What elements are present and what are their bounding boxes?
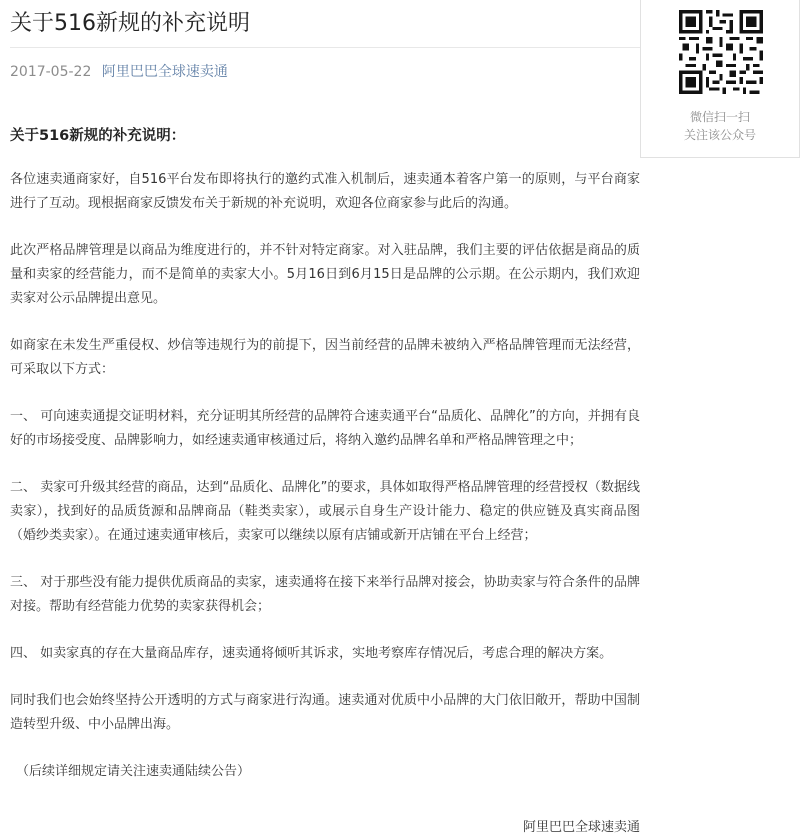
paragraph: 四、 如卖家真的存在大量商品库存，速卖通将倾听其诉求，实地考察库存情况后，考虑合理的解决方案。	[10, 646, 613, 661]
paragraph: 二、 卖家可升级其经营的商品，达到“品质化、品牌化”的要求，具体如取得严格品牌管理的经营授权（数据线卖家），找到好的品质货源和品牌商品（鞋类卖家），或展示自身生产设计能力、稳定的供应链及真实商品图（婚纱类卖家）。在通过速卖通审核后，卖家可以继续以原有店铺或新开店铺在平台上经营；	[10, 480, 640, 543]
paragraph: 如商家在未发生严重侵权、炒信等违规行为的前提下，因当前经营的品牌未被纳入严格品牌管理而无法经营，可采取以下方式：	[10, 338, 640, 377]
signature: 阿里巴巴全球速卖通	[522, 820, 640, 835]
qr-caption	[641, 108, 799, 144]
paragraph: 各位速卖通商家好，自516平台发布即将执行的邀约式准入机制后，速卖通本着客户第一的原则，与平台商家进行了互动。现根据商家反馈发布关于新规的补充说明，欢迎各位商家参与此后的沟通。	[10, 172, 640, 211]
title-divider	[10, 47, 640, 48]
qr-panel	[640, 0, 800, 158]
paragraph: 同时我们也会始终坚持公开透明的方式与商家进行沟通。速卖通对优质中小品牌的大门依旧敞开，帮助中国制造转型升级、中小品牌出海。	[10, 693, 640, 732]
follow-up-note: （后续详细规定请关注速卖通陆续公告）	[16, 764, 251, 779]
article-meta	[10, 63, 228, 81]
page-title: 关于516新规的补充说明	[10, 11, 250, 36]
article	[10, 0, 640, 835]
qr-caption-line: 关注该公众号	[683, 128, 756, 142]
publish-date: 2017-05-22	[10, 64, 92, 80]
qr-caption-line: 微信扫一扫	[689, 110, 750, 124]
account-link[interactable]: 阿里巴巴全球速卖通	[101, 64, 228, 80]
paragraph: 一、 可向速卖通提交证明材料，充分证明其所经营的品牌符合速卖通平台“品质化、品牌化”的方向，并拥有良好的市场接受度、品牌影响力，如经速卖通审核通过后，将纳入邀约品牌名单和严格品牌管理之中；	[10, 409, 640, 448]
qr-code-icon	[679, 10, 763, 94]
paragraph: 此次严格品牌管理是以商品为维度进行的，并不针对特定商家。对入驻品牌，我们主要的评估依据是商品的质量和卖家的经营能力，而不是简单的卖家大小。5月16日到6月15日是品牌的公示期。在公示期内，我们欢迎卖家对公示品牌提出意见。	[10, 243, 640, 306]
article-body	[10, 124, 640, 840]
article-subheading: 关于516新规的补充说明：	[10, 128, 186, 144]
paragraph: 三、 对于那些没有能力提供优质商品的卖家，速卖通将在接下来举行品牌对接会，协助卖家与符合条件的品牌对接。帮助有经营能力优势的卖家获得机会；	[10, 575, 640, 614]
